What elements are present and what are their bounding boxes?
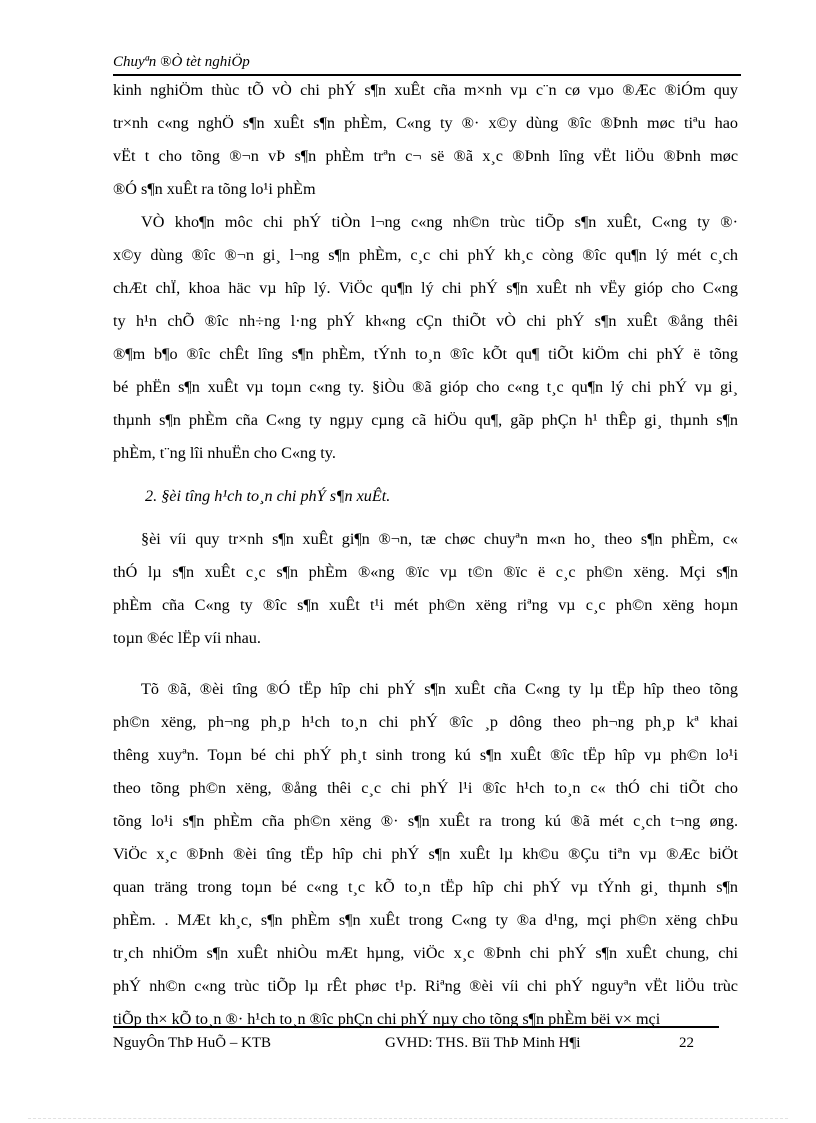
text-line: phÝ nh©n c«ng trùc tiÕp lµ rÊt phøc t¹p. Riªng ®èi víi chi phÝ nguyªn vËt liÖu trùc xyxy=(113,977,738,995)
text-line: thêng xuyªn. Toµn bé chi phÝ ph¸t sinh trong kú s¶n xuÊt ®îc tËp hîp vµ ph©n lo¹i xyxy=(113,746,738,764)
text-line: phÈm. . MÆt kh¸c, s¶n phÈm s¶n xuÊt trong C«ng ty ®a d¹ng, mçi ph©n xëng chÞu xyxy=(113,911,738,929)
text-line: thÓ lµ s¶n xuÊt c¸c s¶n phÈm ®«ng ®ïc vµ t©n ®ïc ë c¸c ph©n xëng. Mçi s¶n xyxy=(113,563,738,581)
text-line: VÒ kho¶n môc chi phÝ tiÒn l¬ng c«ng nh©n trùc tiÕp s¶n xuÊt, C«ng ty ®· xyxy=(141,213,738,231)
paragraph-2 xyxy=(113,206,738,470)
text-line: phÈm, t¨ng lîi nhuËn cho C«ng ty. xyxy=(113,444,336,462)
text-line: tõng lo¹i s¶n phÈm cña ph©n xëng ®· s¶n xuÊt ra trong kú ®ã mét c¸ch t¬ng øng. xyxy=(113,812,738,830)
header-title: Chuyªn ®Ò tèt nghiÖp xyxy=(113,54,250,70)
text-line: chÆt chÏ, khoa häc vµ hîp lý. ViÖc qu¶n lý chi phÝ s¶n xuÊt nh vËy gióp cho C«ng xyxy=(113,279,738,297)
text-line: kinh nghiÖm thùc tÕ vÒ chi phÝ s¶n xuÊt cña m×nh vµ c¨n cø vµo ®Æc ®iÓm quy xyxy=(113,81,738,99)
footer-author: NguyÔn ThÞ HuÕ – KTB xyxy=(113,1035,272,1051)
text-line: toµn ®éc lËp víi nhau. xyxy=(113,629,261,647)
footer-advisor: GVHD: THS. Bïi ThÞ Minh H¶i xyxy=(385,1035,581,1051)
text-line: thµnh s¶n phÈm cña C«ng ty ngµy cµng cã hiÖu qu¶, gãp phÇn h¹ thÊp gi¸ thµnh s¶n xyxy=(113,411,738,429)
page-body xyxy=(113,74,738,1036)
text-line: tr¸ch nhiÖm s¶n xuÊt nhiÒu mÆt hµng, viÖc x¸c ®Þnh chi phÝ s¶n xuÊt chung, chi xyxy=(113,944,738,962)
text-line: tr×nh c«ng nghÖ s¶n xuÊt s¶n phÈm, C«ng ty ®· x©y dùng ®îc ®Þnh møc tiªu hao xyxy=(113,114,738,132)
paragraph-4 xyxy=(113,673,738,1036)
text-line: bé phËn s¶n xuÊt vµ toµn c«ng ty. §iÒu ®ã gióp cho c«ng t¸c qu¶n lý chi phÝ vµ gi¸ xyxy=(113,378,738,396)
section-heading: 2. §èi tîng h¹ch to¸n chi phÝ s¶n xuÊt. xyxy=(145,487,391,505)
text-line: tiÕp th× kÕ to¸n ®· h¹ch to¸n ®îc phÇn chi phÝ nµy cho tõng s¶n phÈm bëi v× mçi xyxy=(113,1010,661,1028)
text-line: x©y dùng ®îc ®¬n gi¸ l¬ng s¶n phÈm, c¸c chi phÝ kh¸c còng ®îc qu¶n lý mét c¸ch xyxy=(113,246,738,264)
page-number: 22 xyxy=(679,1035,694,1051)
text-line: Tõ ®ã, ®èi tîng ®Ó tËp hîp chi phÝ s¶n xuÊt cña C«ng ty lµ tËp hîp theo tõng xyxy=(141,680,738,698)
text-line: ph©n xëng, ph¬ng ph¸p h¹ch to¸n chi phÝ ®îc ¸p dông theo ph¬ng ph¸p kª khai xyxy=(113,713,738,731)
page-bottom-edge xyxy=(28,1118,788,1119)
text-line: phÈm cña C«ng ty ®îc s¶n xuÊt t¹i mét ph©n xëng riªng vµ c¸c ph©n xëng hoµn xyxy=(113,596,738,614)
text-line: ®Ó s¶n xuÊt ra tõng lo¹i phÈm xyxy=(113,180,316,198)
paragraph-1 xyxy=(113,74,738,206)
text-line: quan träng trong toµn bé c«ng t¸c kÕ to¸n tËp hîp chi phÝ vµ tÝnh gi¸ thµnh s¶n xyxy=(113,878,738,896)
paragraph-3 xyxy=(113,523,738,655)
text-line: theo tõng ph©n xëng, ®ång thêi c¸c chi phÝ l¹i ®îc h¹ch to¸n c« thÓ chi tiÕt cho xyxy=(113,779,738,797)
page-footer xyxy=(113,1026,719,1051)
page-header xyxy=(113,50,741,76)
text-line: §èi víi quy tr×nh s¶n xuÊt gi¶n ®¬n, tæ chøc chuyªn m«n ho¸ theo s¶n phÈm, c« xyxy=(141,530,738,548)
text-line: ®¶m b¶o ®îc chÊt lîng s¶n phÈm, tÝnh to¸n ®îc kÕt qu¶ tiÕt kiÖm chi phÝ ë tõng xyxy=(113,345,738,363)
text-line: vËt t cho tõng ®¬n vÞ s¶n phÈm trªn c¬ së ®ã x¸c ®Þnh lîng vËt liÖu ®Þnh møc xyxy=(113,147,738,165)
text-line: ty h¹n chÕ ®îc nh÷ng l·ng phÝ kh«ng cÇn thiÕt vÒ chi phÝ s¶n xuÊt ®ång thêi xyxy=(113,312,738,330)
text-line: ViÖc x¸c ®Þnh ®èi tîng tËp hîp chi phÝ s¶n xuÊt lµ kh©u ®Çu tiªn vµ ®Æc biÖt xyxy=(113,845,738,863)
